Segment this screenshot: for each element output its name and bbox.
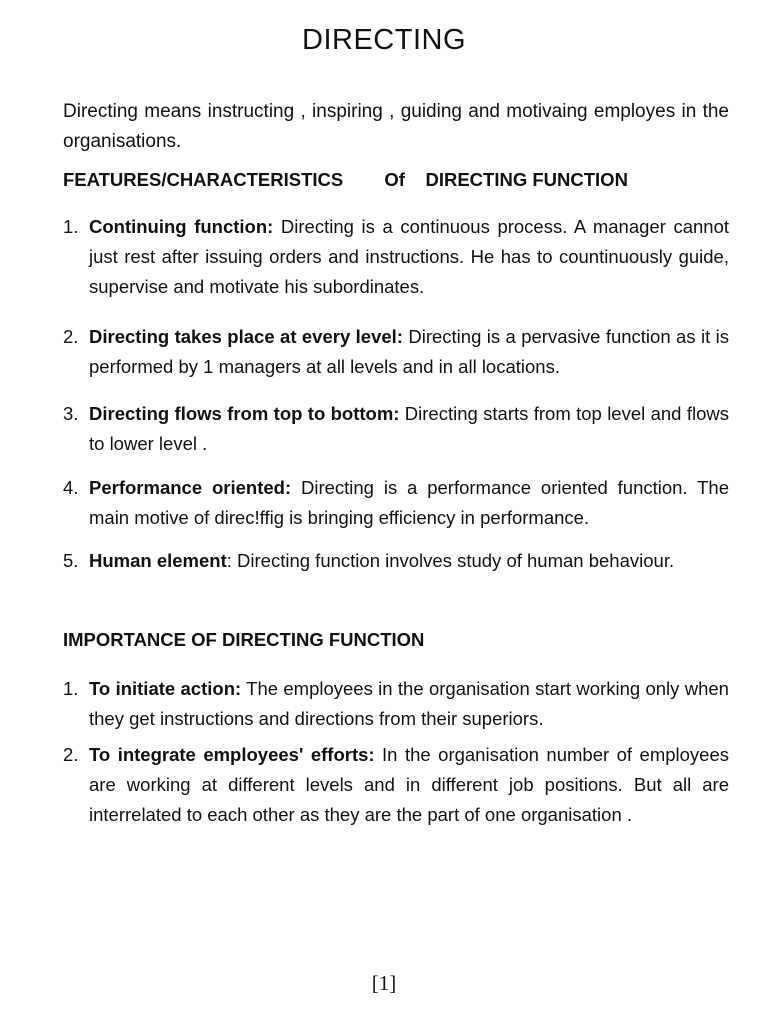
list-item bbox=[63, 674, 729, 734]
item-description: Directing is a performance oriented function. The main motive of direc!ffig is bringing efficiency in performance. bbox=[89, 477, 729, 528]
item-description: : Directing function involves study of human behaviour. bbox=[226, 550, 675, 571]
item-text bbox=[89, 322, 729, 382]
item-text bbox=[89, 674, 729, 734]
item-number: 3. bbox=[63, 403, 79, 424]
page-title: DIRECTING bbox=[302, 24, 466, 56]
list-item bbox=[63, 546, 729, 576]
page-number: [1] bbox=[371, 971, 397, 995]
item-text bbox=[89, 473, 729, 533]
item-number: 2. bbox=[63, 744, 79, 765]
item-description: The employees in the organisation start working only when they get instructions and directions from their superiors. bbox=[89, 678, 729, 729]
intro-paragraph: Directing means instructing , inspiring , guiding and motivaing employes in the organisations. bbox=[63, 101, 729, 152]
item-term: Directing flows from top to bottom: bbox=[89, 403, 400, 424]
features-heading: FEATURES/CHARACTERISTICS Of DIRECTING FUNCTION bbox=[63, 169, 628, 190]
item-description: Directing is a pervasive function as it is performed by 1 managers at all levels and in all locations. bbox=[89, 326, 729, 377]
item-number: 2. bbox=[63, 326, 79, 347]
item-number: 1. bbox=[63, 216, 79, 237]
item-number: 4. bbox=[63, 477, 79, 498]
item-description: Directing starts from top level and flows to lower level . bbox=[89, 403, 729, 454]
list-item bbox=[63, 212, 729, 302]
item-term: Human element bbox=[89, 550, 227, 571]
list-item bbox=[63, 322, 729, 382]
item-text bbox=[89, 212, 729, 302]
item-text bbox=[89, 740, 729, 830]
list-item bbox=[63, 473, 729, 533]
item-description: Directing is a continuous process. A manager cannot just rest after issuing orders and instructions. He has to countinuously guide, supervise and motivate his subordinates. bbox=[89, 216, 730, 297]
item-term: To integrate employees' efforts: bbox=[89, 744, 375, 765]
list-item bbox=[63, 399, 729, 459]
item-text bbox=[89, 546, 729, 576]
item-term: Directing takes place at every level: bbox=[89, 326, 403, 347]
item-term: To initiate action: bbox=[89, 678, 242, 699]
item-text bbox=[89, 399, 729, 459]
item-number: 1. bbox=[63, 678, 79, 699]
item-term: Performance oriented: bbox=[89, 477, 292, 498]
item-number: 5. bbox=[63, 550, 79, 571]
item-term: Continuing function: bbox=[89, 216, 274, 237]
importance-heading: IMPORTANCE OF DIRECTING FUNCTION bbox=[63, 629, 425, 650]
item-description: In the organisation number of employees are working at different levels and in different job positions. But all are interrelated to each other as they are the part of one organisation . bbox=[89, 744, 730, 825]
list-item bbox=[63, 740, 729, 830]
